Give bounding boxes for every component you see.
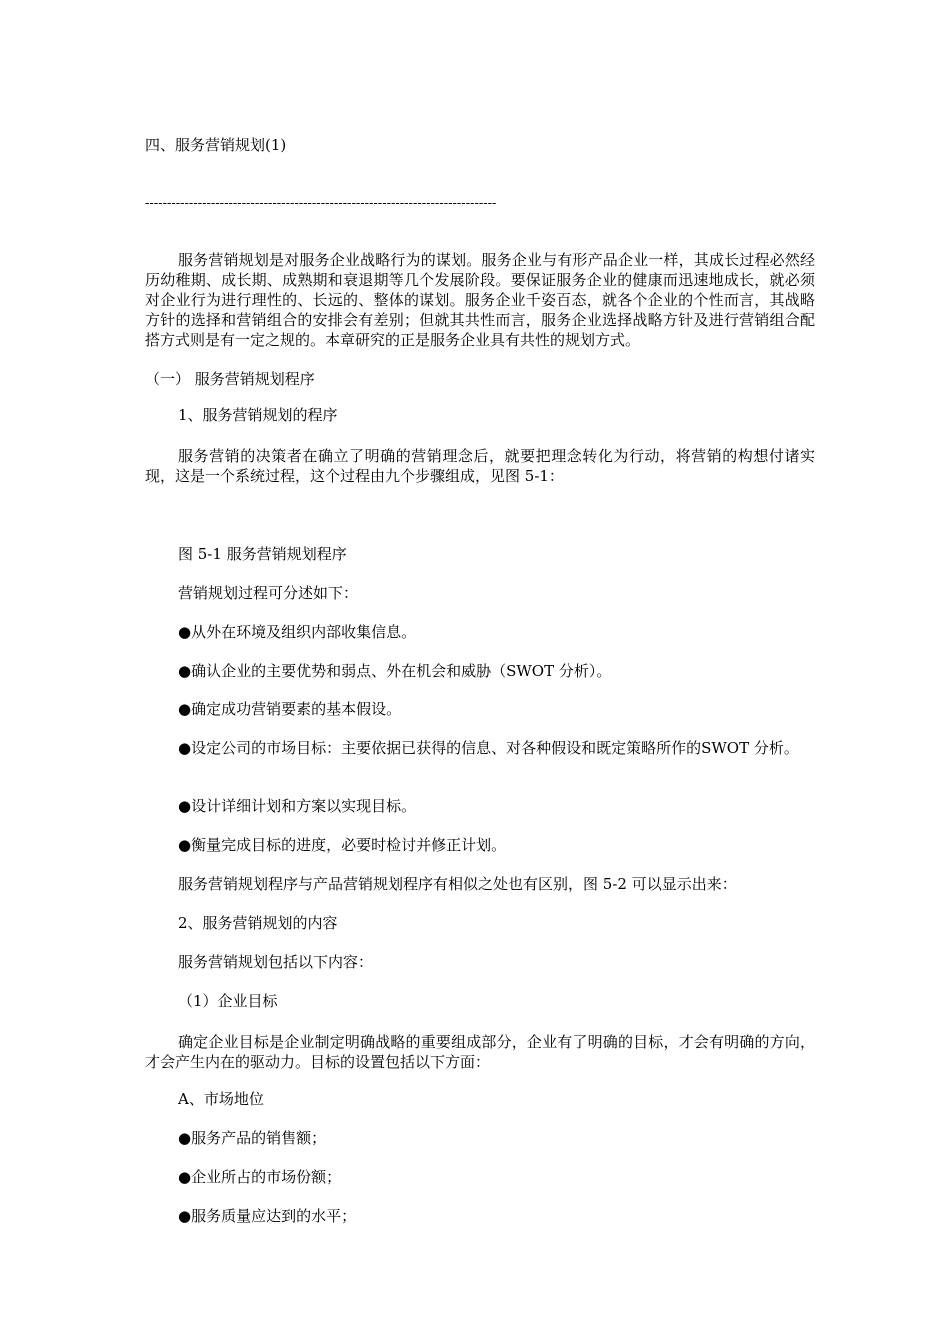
divider-line: --------------------------------------------------------------------------------: [145, 196, 497, 211]
body-paragraph: 服务营销的决策者在确立了明确的营销理念后，就要把理念转化为行动，将营销的构想付诸实现，这是一个系统过程，这个过程由九个步骤组成，见图 5-1：: [145, 447, 815, 485]
intro-paragraph: 服务营销规划是对服务企业战略行为的谋划。服务企业与有形产品企业一样，其成长过程必然经历幼稚期、成长期、成熟期和衰退期等几个发展阶段。要保证服务企业的健康而迅速地成长，就必须对企业行为进行理性的、长远的、整体的谋划。服务企业千姿百态，就各个企业的个性而言，其战略方针的选择和营销组合的安排会有差别；但就其共性而言，服务企业选择战略方针及进行营销组合配搭方式则是有一定之规的。本章研究的正是服务企业具有共性的规划方式。: [145, 251, 815, 349]
bullet-item: ●衡量完成目标的进度，必要时检讨并修正计划。: [178, 836, 507, 854]
subsection-label: A、市场地位: [178, 1090, 264, 1108]
subsection-heading: 2、服务营销规划的内容: [178, 914, 338, 932]
bullet-item: ●服务产品的销售额；: [178, 1129, 327, 1147]
bullet-item: ●从外在环境及组织内部收集信息。: [178, 623, 417, 641]
bullet-item: ●设定公司的市场目标：主要依据已获得的信息、对各种假设和既定策略所作的SWOT 分析。: [178, 739, 799, 757]
body-line: 营销规划过程可分述如下：: [178, 584, 359, 602]
body-line: 服务营销规划包括以下内容：: [178, 953, 374, 971]
item-heading: （1）企业目标: [178, 992, 278, 1010]
bullet-item: ●确定成功营销要素的基本假设。: [178, 700, 402, 718]
section-heading: （一） 服务营销规划程序: [145, 370, 315, 388]
body-line: 服务营销规划程序与产品营销规划程序有相似之处也有区别，图 5-2 可以显示出来：: [178, 875, 737, 893]
body-paragraph: 确定企业目标是企业制定明确战略的重要组成部分，企业有了明确的目标，才会有明确的方向，才会产生内在的驱动力。目标的设置包括以下方面：: [145, 1033, 815, 1071]
figure-caption: 图 5-1 服务营销规划程序: [178, 545, 347, 563]
bullet-item: ●企业所占的市场份额；: [178, 1168, 342, 1186]
bullet-item: ●服务质量应达到的水平；: [178, 1207, 357, 1225]
page-title: 四、服务营销规划(1): [145, 136, 287, 154]
subsection-heading: 1、服务营销规划的程序: [178, 406, 338, 424]
bullet-item: ●设计详细计划和方案以实现目标。: [178, 797, 417, 815]
bullet-item: ●确认企业的主要优势和弱点、外在机会和威胁（SWOT 分析）。: [178, 662, 612, 680]
